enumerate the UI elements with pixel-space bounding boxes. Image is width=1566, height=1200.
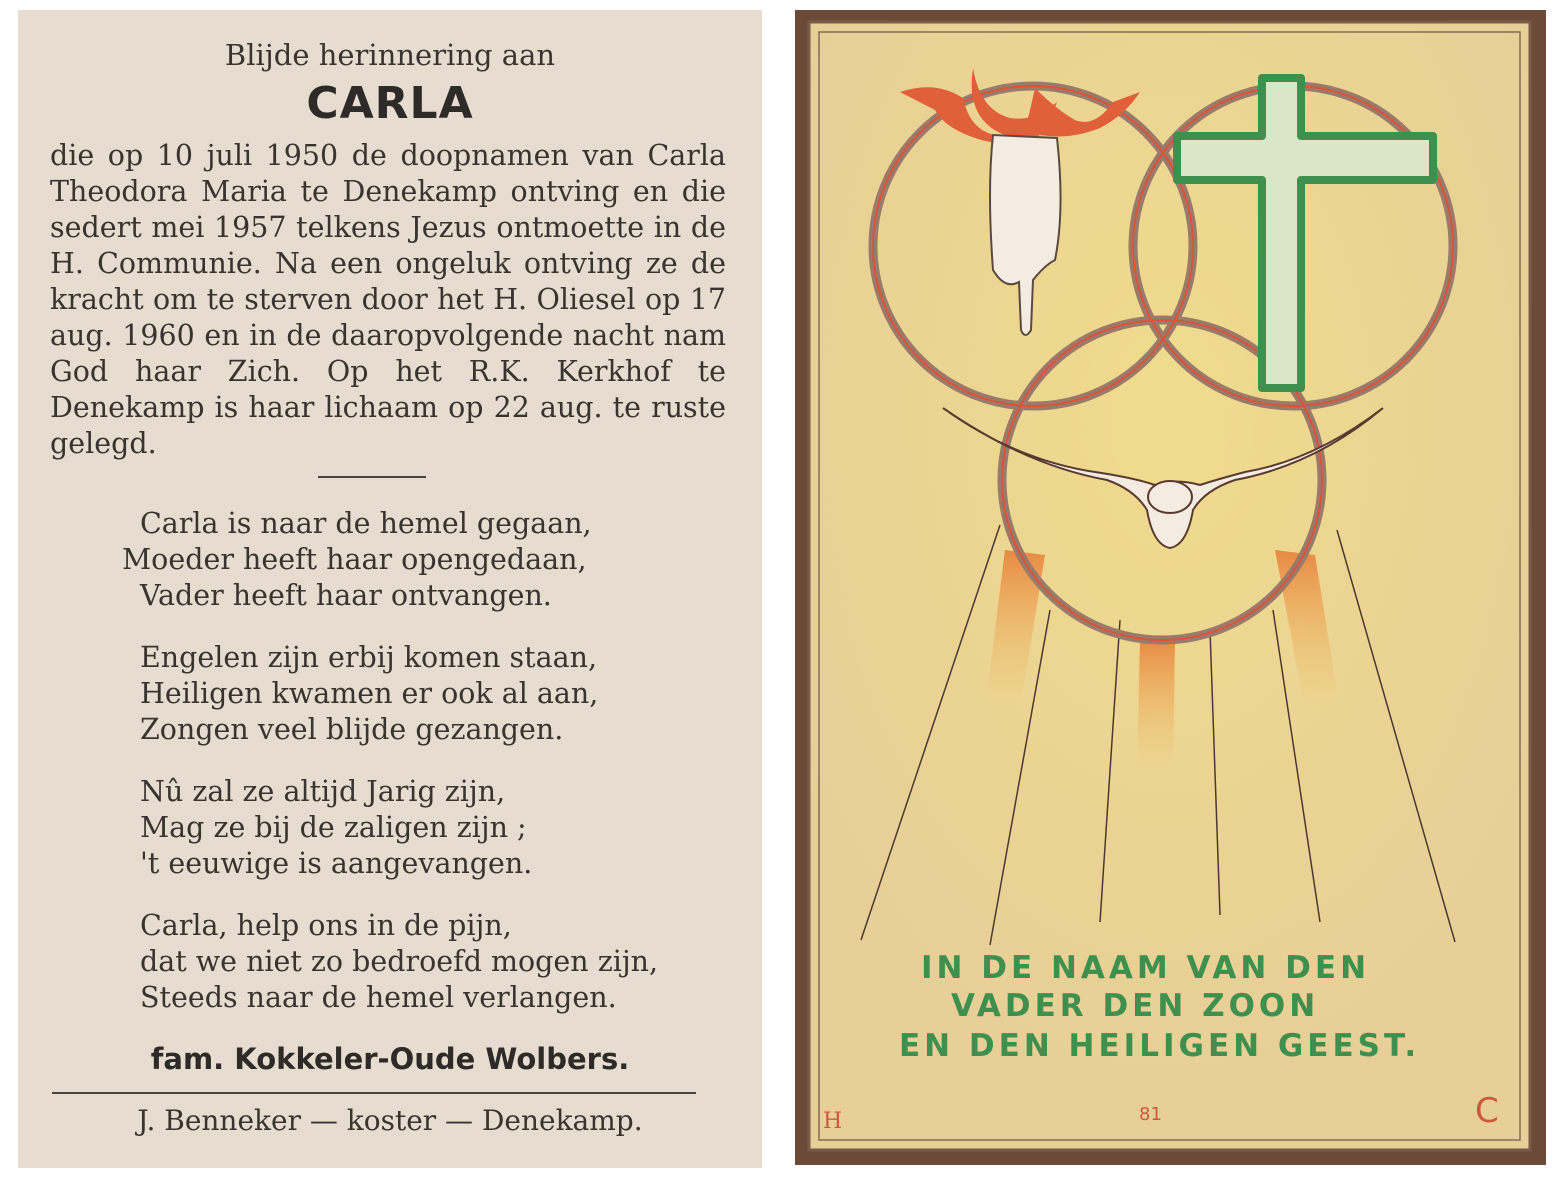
printer-credit: J. Benneker — koster — Denekamp. [137,1104,643,1137]
biography-paragraph: die op 10 juli 1950 de doopnamen van Carla Theodora Maria te Denekamp ontving en die sedert mei 1957 telkens Jezus ontmoette in de H. Communie. Na een ongeluk ontving ze de kracht om te sterven door het H. Oliesel op 17 aug. 1960 en in de daaropvolgende nacht nam God haar Zich. Op het R.K. Kerkhof te Denekamp is haar lichaam op 22 aug. te ruste gelegd. [50,139,726,460]
poem-line: Carla is naar de hemel gegaan, [140,507,592,540]
poem-line: Vader heeft haar ontvangen. [140,579,552,612]
publisher-mark: C [1475,1091,1499,1131]
poem-line: Zongen veel blijde gezangen. [140,713,564,746]
caption-line-3: EN DEN HEILIGEN GEEST. [899,1028,1421,1064]
divider-long [52,1092,696,1094]
family-signature: fam. Kokkeler-Oude Wolbers. [150,1042,630,1076]
poem-line: Mag ze bij de zaligen zijn ; [140,811,527,844]
poem-line: dat we niet zo bedroefd mogen zijn, [140,945,659,978]
poem-line: Heiligen kwamen er ook al aan, [140,677,599,710]
poem-line: 't eeuwige is aangevangen. [140,847,533,880]
divider-short [318,476,426,478]
poem-line: Moeder heeft haar opengedaan, [122,543,587,576]
caption-line-1: IN DE NAAM VAN DEN [921,950,1371,986]
poem-stanza-4 [140,908,658,1016]
poem-stanza-3 [140,774,532,882]
deceased-name: CARLA [306,78,474,129]
memorial-card-text-side [18,10,762,1168]
poem-line: Carla, help ons in de pijn, [140,909,512,942]
poem-line: Engelen zijn erbij komen staan, [140,641,598,674]
poem-stanza-2 [140,640,598,748]
card-number: 81 [1139,1104,1162,1125]
caption-line-2: VADER DEN ZOON [951,988,1320,1024]
dove-head-icon [1148,481,1192,513]
poem-line: Nû zal ze altijd Jarig zijn, [140,775,506,808]
poem-stanza-1 [122,506,592,614]
poem-line: Steeds naar de hemel verlangen. [140,981,617,1014]
card-heading: Blijde herinnering aan [224,38,556,72]
memorial-card-image-side [795,10,1546,1165]
artist-monogram: H [823,1109,843,1134]
